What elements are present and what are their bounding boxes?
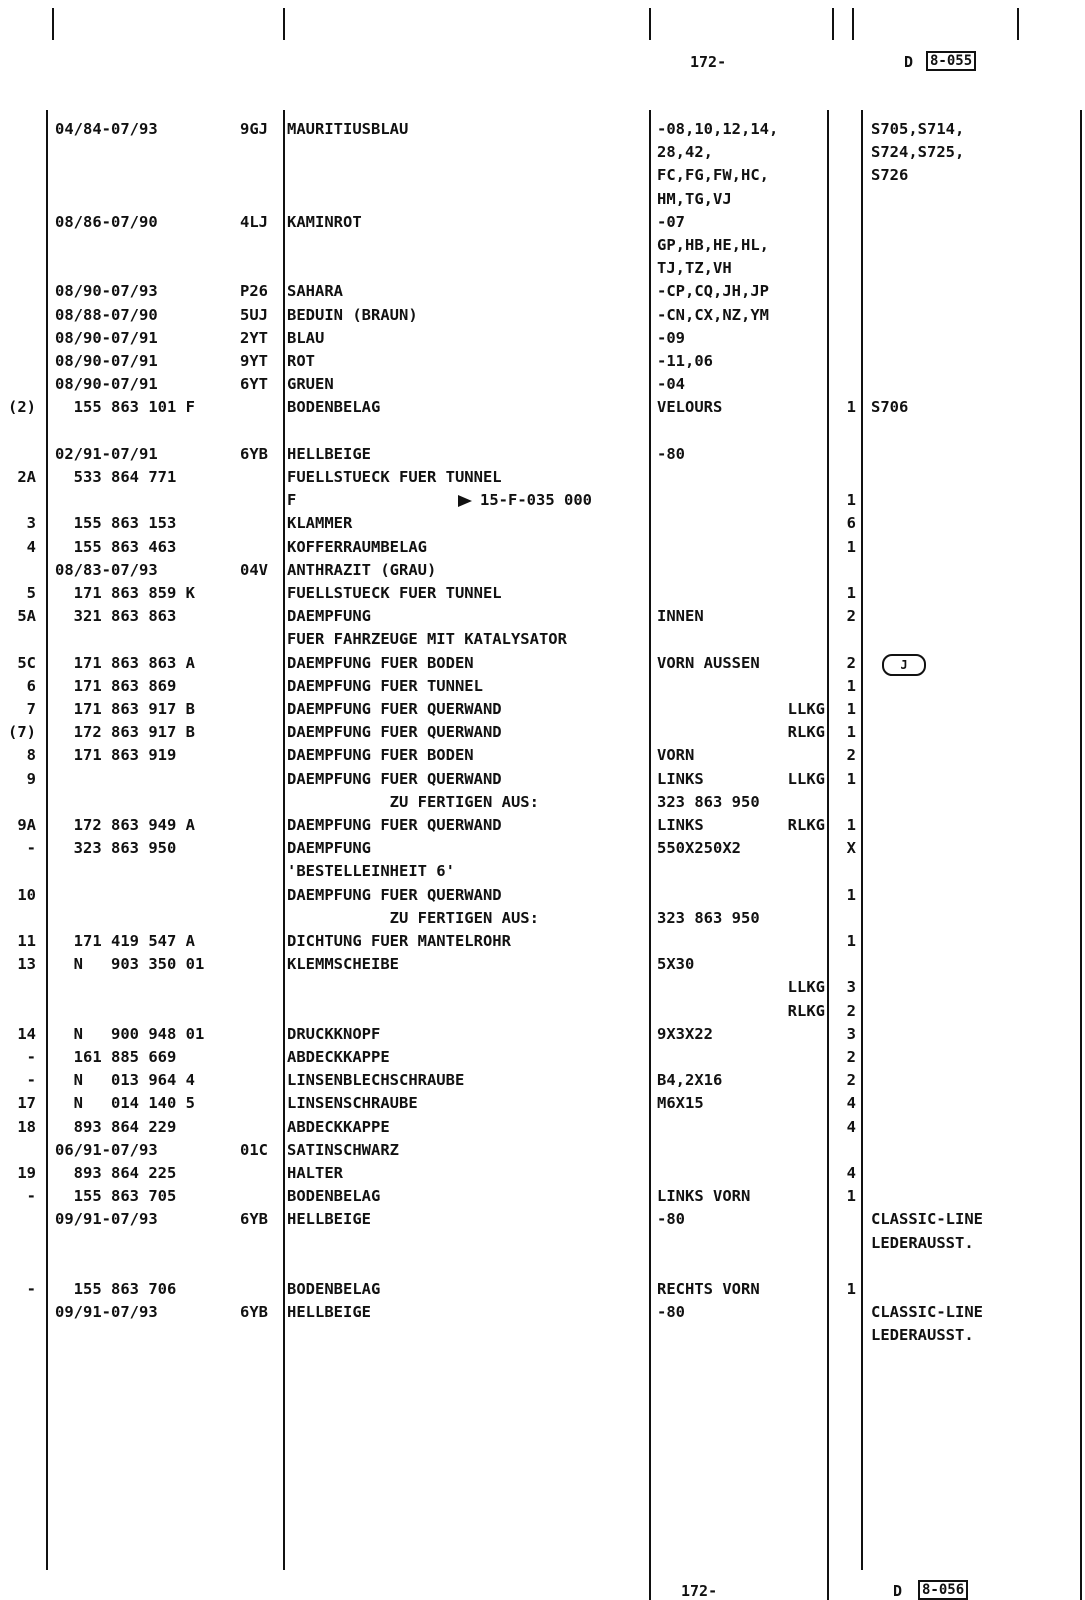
table-row (0, 744, 1085, 767)
part-number: 171 863 863 A (55, 653, 195, 672)
table-row (0, 1162, 1085, 1185)
part-number: 171 863 859 K (55, 584, 195, 602)
item-position: 4 (26, 537, 36, 556)
table-row (0, 721, 1085, 744)
table-row (0, 1324, 1085, 1347)
description: HELLBEIGE (287, 1210, 371, 1229)
top-tick (1017, 8, 1019, 40)
part-number: 155 863 463 (55, 537, 177, 556)
description: KAMINROT (287, 212, 362, 231)
header-page-prefix: 172- (690, 53, 727, 71)
description: FUELLSTUECK FUER TUNNEL (287, 468, 502, 486)
quantity: 1 (846, 398, 856, 417)
part-number: N 903 350 01 (55, 955, 205, 974)
description: DAEMPFUNG FUER BODEN (287, 653, 474, 672)
part-number: 155 863 705 (55, 1187, 177, 1206)
color-code: P26 (240, 282, 268, 301)
note: INNEN (657, 607, 704, 626)
item-position: - (26, 1187, 36, 1206)
table-row (0, 559, 1085, 582)
note: -CP,CQ,JH,JP (657, 282, 769, 301)
part-number: 161 885 669 (55, 1048, 177, 1066)
table-row (0, 350, 1085, 373)
part-number: 08/86-07/90 (55, 212, 158, 231)
part-number: 04/84-07/93 (55, 120, 158, 138)
part-number: 172 863 917 B (55, 723, 195, 742)
table-row (0, 443, 1085, 466)
arrow-right-icon (458, 495, 472, 507)
item-position: 7 (26, 700, 36, 718)
quantity: 2 (846, 746, 856, 765)
description: ROT (287, 352, 315, 370)
quantity: 1 (846, 700, 856, 718)
table-row (0, 257, 1085, 280)
description: SAHARA (287, 282, 343, 301)
part-number: 321 863 863 (55, 607, 177, 626)
quantity: 1 (846, 1280, 856, 1298)
table-row (0, 466, 1085, 489)
remark: S706 (871, 398, 909, 417)
description: DAEMPFUNG FUER QUERWAND (287, 885, 502, 904)
item-position: 18 (17, 1117, 36, 1136)
part-number: 06/91-07/93 (55, 1140, 158, 1159)
description: SATINSCHWARZ (287, 1140, 399, 1159)
item-position: 17 (17, 1094, 36, 1113)
table-row (0, 373, 1085, 396)
item-position: 14 (17, 1024, 36, 1043)
top-tick (52, 8, 54, 40)
table-row (0, 953, 1085, 976)
item-position: 5C (17, 653, 36, 672)
description: BODENBELAG (287, 1187, 381, 1206)
note: -08,10,12,14, (657, 120, 779, 138)
table-row (0, 698, 1085, 721)
note: VELOURS (657, 398, 723, 417)
part-number: N 900 948 01 (55, 1024, 205, 1043)
color-code: 2YT (240, 328, 268, 347)
table-row (0, 1023, 1085, 1046)
item-position: (7) (8, 723, 36, 742)
description: F (287, 491, 297, 510)
table-row (0, 211, 1085, 234)
quantity: 2 (846, 607, 856, 626)
note: -80 (657, 1303, 685, 1322)
quantity: 1 (846, 723, 856, 742)
description: ABDECKKAPPE (287, 1048, 390, 1066)
arrow-reference-text: 15-F-035 000 (480, 491, 592, 510)
part-number: 02/91-07/91 (55, 444, 158, 463)
item-position: 9 (26, 769, 36, 788)
table-row (0, 860, 1085, 883)
table-row (0, 582, 1085, 605)
color-code: 6YT (240, 375, 268, 394)
note: 9X3X22 (657, 1024, 713, 1043)
part-number: 155 863 153 (55, 514, 177, 533)
note: HM,TG,VJ (657, 189, 732, 208)
table-row (0, 628, 1085, 651)
part-number: 172 863 949 A (55, 816, 195, 834)
key: LLKG (787, 700, 825, 718)
note: -CN,CX,NZ,YM (657, 305, 769, 324)
part-number: 893 864 225 (55, 1164, 177, 1182)
header-page-ref: 8-055 (926, 51, 976, 71)
note: -04 (657, 375, 685, 394)
key: RLKG (787, 816, 825, 834)
table-row (0, 1255, 1085, 1278)
top-tick (852, 8, 854, 40)
table-row (0, 1185, 1085, 1208)
quantity: 2 (846, 1001, 856, 1020)
description: DAEMPFUNG FUER QUERWAND (287, 816, 502, 834)
table-row (0, 768, 1085, 791)
part-number: N 013 964 4 (55, 1071, 195, 1090)
description: ABDECKKAPPE (287, 1117, 390, 1136)
color-code: 5UJ (240, 305, 268, 324)
part-number: 08/88-07/90 (55, 305, 158, 324)
description: ZU FERTIGEN AUS: (287, 792, 539, 811)
table-row (0, 118, 1085, 141)
note: RECHTS VORN (657, 1280, 760, 1298)
part-number: 893 864 229 (55, 1117, 177, 1136)
remark: S724,S725, (871, 143, 965, 162)
note: TJ,TZ,VH (657, 259, 732, 278)
note: VORN AUSSEN (657, 653, 760, 672)
table-row (0, 1069, 1085, 1092)
note: -07 (657, 212, 685, 231)
quantity: 1 (846, 932, 856, 950)
description: KLAMMER (287, 514, 353, 533)
part-number: 09/91-07/93 (55, 1303, 158, 1322)
table-row (0, 1116, 1085, 1139)
item-position: (2) (8, 398, 36, 417)
quantity: 1 (846, 1187, 856, 1206)
quantity: 1 (846, 885, 856, 904)
note: M6X15 (657, 1094, 704, 1113)
table-row (0, 814, 1085, 837)
top-tick (832, 8, 834, 40)
table-row (0, 188, 1085, 211)
description: HALTER (287, 1164, 343, 1182)
description: ANTHRAZIT (GRAU) (287, 560, 437, 579)
description: LINSENSCHRAUBE (287, 1094, 418, 1113)
item-position: - (26, 1048, 36, 1066)
part-number: 171 863 917 B (55, 700, 195, 718)
key: LLKG (787, 978, 825, 997)
description: KLEMMSCHEIBE (287, 955, 399, 974)
quantity: 2 (846, 653, 856, 672)
color-code: 4LJ (240, 212, 268, 231)
table-row (0, 489, 1085, 512)
description: DAEMPFUNG (287, 839, 371, 858)
remark: S726 (871, 166, 909, 185)
item-position: 19 (17, 1164, 36, 1182)
color-code: 9GJ (240, 120, 268, 138)
quantity: X (846, 839, 856, 858)
key: RLKG (787, 1001, 825, 1020)
description: DRUCKKNOPF (287, 1024, 381, 1043)
footer-page-prefix: 172- (681, 1582, 718, 1600)
item-position: 8 (26, 746, 36, 765)
top-tick (283, 8, 285, 40)
quantity: 6 (846, 514, 856, 533)
table-row (0, 1232, 1085, 1255)
table-row (0, 1301, 1085, 1324)
top-tick (649, 8, 651, 40)
table-row (0, 1000, 1085, 1023)
description: DAEMPFUNG FUER QUERWAND (287, 700, 502, 718)
marker-oval: J (882, 654, 926, 676)
part-number: 171 419 547 A (55, 932, 195, 950)
note: -80 (657, 1210, 685, 1229)
note: LINKS (657, 769, 704, 788)
part-number: 08/90-07/91 (55, 328, 158, 347)
table-row (0, 327, 1085, 350)
table-row (0, 791, 1085, 814)
table-row (0, 512, 1085, 535)
remark: S705,S714, (871, 120, 965, 138)
description: DAEMPFUNG (287, 607, 371, 626)
item-position: 11 (17, 932, 36, 950)
header-section: D (904, 53, 914, 71)
quantity: 3 (846, 1024, 856, 1043)
table-row (0, 164, 1085, 187)
item-position: 6 (26, 676, 36, 695)
quantity: 3 (846, 978, 856, 997)
note: 5X30 (657, 955, 695, 974)
note: 550X250X2 (657, 839, 741, 858)
description: BODENBELAG (287, 398, 381, 417)
description: BODENBELAG (287, 1280, 381, 1298)
quantity: 1 (846, 537, 856, 556)
item-position: 2A (17, 468, 36, 486)
note: B4,2X16 (657, 1071, 723, 1090)
color-code: 6YB (240, 1210, 268, 1229)
note: FC,FG,FW,HC, (657, 166, 769, 185)
remark: LEDERAUSST. (871, 1326, 974, 1345)
quantity: 4 (846, 1094, 856, 1113)
color-code: 6YB (240, 1303, 268, 1322)
quantity: 1 (846, 769, 856, 788)
note: VORN (657, 746, 695, 765)
part-number: 08/90-07/93 (55, 282, 158, 301)
color-code: 9YT (240, 352, 268, 370)
table-row (0, 675, 1085, 698)
description: DAEMPFUNG FUER QUERWAND (287, 769, 502, 788)
description: KOFFERRAUMBELAG (287, 537, 427, 556)
table-row (0, 884, 1085, 907)
note: 28,42, (657, 143, 713, 162)
table-row (0, 304, 1085, 327)
key: LLKG (787, 769, 825, 788)
note: LINKS VORN (657, 1187, 751, 1206)
table-row (0, 141, 1085, 164)
key: RLKG (787, 723, 825, 742)
table-row (0, 1046, 1085, 1069)
part-number: 08/90-07/91 (55, 352, 158, 370)
description: 'BESTELLEINHEIT 6' (287, 862, 455, 881)
item-position: 3 (26, 514, 36, 533)
description: FUER FAHRZEUGE MIT KATALYSATOR (287, 630, 567, 649)
description: DAEMPFUNG FUER TUNNEL (287, 676, 483, 695)
footer-section: D (893, 1582, 903, 1600)
color-code: 04V (240, 560, 268, 579)
description: GRUEN (287, 375, 334, 394)
part-number: 533 864 771 (55, 468, 177, 486)
table-row (0, 837, 1085, 860)
quantity: 4 (846, 1164, 856, 1182)
part-number: 323 863 950 (55, 839, 177, 858)
part-number: 08/83-07/93 (55, 560, 158, 579)
item-position: 5 (26, 584, 36, 602)
table-row (0, 976, 1085, 999)
quantity: 2 (846, 1048, 856, 1066)
note: GP,HB,HE,HL, (657, 236, 769, 254)
part-number: 171 863 919 (55, 746, 177, 765)
note: LINKS (657, 816, 704, 834)
note: -80 (657, 444, 685, 463)
description: DAEMPFUNG FUER BODEN (287, 746, 474, 765)
description: BLAU (287, 328, 325, 347)
item-position: - (26, 1071, 36, 1090)
item-position: 9A (17, 816, 36, 834)
description: BEDUIN (BRAUN) (287, 305, 418, 324)
table-row (0, 396, 1085, 419)
description: FUELLSTUECK FUER TUNNEL (287, 584, 502, 602)
note: 323 863 950 (657, 792, 760, 811)
remark: LEDERAUSST. (871, 1233, 974, 1252)
description: HELLBEIGE (287, 444, 371, 463)
item-position: - (26, 1280, 36, 1298)
remark: CLASSIC-LINE (871, 1210, 983, 1229)
description: MAURITIUSBLAU (287, 120, 409, 138)
quantity: 1 (846, 491, 856, 510)
item-position: - (26, 839, 36, 858)
note: -09 (657, 328, 685, 347)
part-number: N 014 140 5 (55, 1094, 195, 1113)
quantity: 1 (846, 584, 856, 602)
description: DAEMPFUNG FUER QUERWAND (287, 723, 502, 742)
color-code: 6YB (240, 444, 268, 463)
quantity: 4 (846, 1117, 856, 1136)
footer-page-ref: 8-056 (918, 1580, 968, 1600)
table-row (0, 536, 1085, 559)
note: -11,06 (657, 352, 713, 370)
table-row (0, 1092, 1085, 1115)
description: HELLBEIGE (287, 1303, 371, 1322)
item-position: 10 (17, 885, 36, 904)
part-number: 155 863 706 (55, 1280, 177, 1298)
part-number: 171 863 869 (55, 676, 177, 695)
table-row (0, 605, 1085, 628)
description: ZU FERTIGEN AUS: (287, 908, 539, 927)
note: 323 863 950 (657, 908, 760, 927)
item-position: 5A (17, 607, 36, 626)
item-position: 13 (17, 955, 36, 974)
arrow-reference (458, 489, 592, 512)
remark: CLASSIC-LINE (871, 1303, 983, 1322)
color-code: 01C (240, 1140, 268, 1159)
part-number: 155 863 101 F (55, 398, 195, 417)
table-row (0, 1139, 1085, 1162)
table-row (0, 234, 1085, 257)
description: LINSENBLECHSCHRAUBE (287, 1071, 465, 1090)
description: DICHTUNG FUER MANTELROHR (287, 932, 511, 950)
table-row (0, 930, 1085, 953)
quantity: 2 (846, 1071, 856, 1090)
table-row (0, 420, 1085, 443)
part-number: 08/90-07/91 (55, 375, 158, 394)
quantity: 1 (846, 816, 856, 834)
part-number: 09/91-07/93 (55, 1210, 158, 1229)
table-row (0, 1208, 1085, 1231)
table-row (0, 1278, 1085, 1301)
table-row (0, 907, 1085, 930)
table-row (0, 280, 1085, 303)
quantity: 1 (846, 676, 856, 695)
